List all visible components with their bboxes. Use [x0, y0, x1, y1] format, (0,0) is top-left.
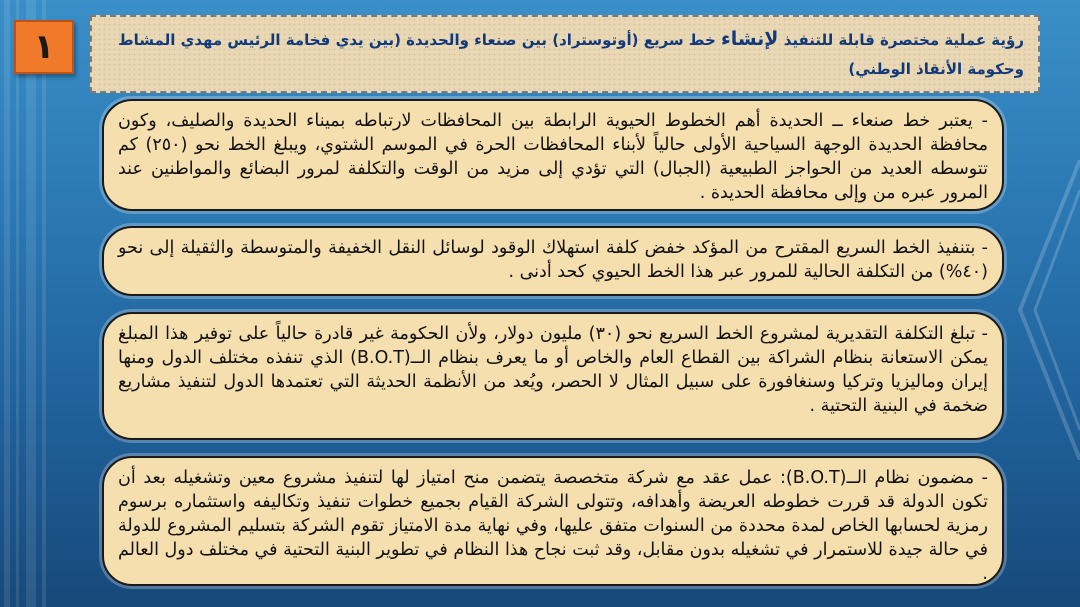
decorative-stripes [0, 0, 60, 607]
slide-title [90, 15, 1040, 93]
title-part-1: رؤية عملية مختصرة قابلة للتنفيذ [783, 31, 1024, 49]
decorative-chevron [1010, 160, 1080, 460]
paragraph-fuel-savings: - بتنفيذ الخط السريع المقترح من المؤكد خفض كلفة استهلاك الوقود لوسائل النقل الخفيفة والمتوسطة والثقيلة إلى نحو (٤٠%) من التكلفة الحالية للمرور عبر هذا الخط الحيوي كحد أدنى . [102, 226, 1004, 296]
title-part-3: خط سريع (أوتوستراد) بين صنعاء والحديدة (بين يدي فخامة الرئيس مهدي المشاط وحكومة الأنقاذ الوطني) [118, 31, 1024, 78]
paragraph-bot-system: - مضمون نظام الــ(B.O.T): عمل عقد مع شركة متخصصة يتضمن منح امتياز لها لتنفيذ مشروع معين وتشغيله بعد أن تكون الدولة قد قررت خطوطه العريضة وأهدافه، وتتولى الشركة القيام بجميع خطوات تنفيذ وتكاليفه واستثماره برسوم رمزية لحسابها الخاص لمدة محددة من السنوات متفق عليها، وفي نهاية مدة الامتياز تقوم الشركة بتسليم المشروع للدولة في حالة جيدة للاستمرار في تشغيله بدون مقابل، وقد ثبت نجاح هذا النظام في تطوير البنية التحتية في مختلف دول العالم . [102, 456, 1004, 586]
paragraph-cost-estimate: - تبلغ التكلفة التقديرية لمشروع الخط السريع نحو (٣٠) مليون دولار، ولأن الحكومة غير قادرة حالياً على توفير هذا المبلغ يمكن الاستعانة بنظام الشراكة بين القطاع العام والخاص أو ما يعرف بنظام الــ(B.O.T) الذي تنفذه مختلف الدول ومنها إيران وماليزيا وتركيا وسنغافورة على سبيل المثال لا الحصر، ويُعد من الأنظمة الحديثة التي تعتمدها الدول لتنفيذ مشاريع ضخمة في البنية التحتية . [102, 312, 1004, 440]
slide-number-badge: ١ [14, 20, 74, 74]
paragraph-road-importance: - يعتبر خط صنعاء ــ الحديدة أهم الخطوط الحيوية الرابطة بين المحافظات لارتباطه بميناء الحديدة والصليف، وكون محافظة الحديدة الوجهة السياحية الأولى حالياً لأبناء المحافظات الحرة في الموسم الشتوي، ويبلغ الخط نحو (٢٥٠) كم تتوسطه العديد من الحواجز الطبيعية (الجبال) التي تؤدي إلى مزيد من الوقت والتكلفة لمرور البضائع والمواطنين عند المرور عبره من وإلى محافظة الحديدة . [102, 99, 1004, 211]
title-emphasis: لإنشاء [720, 28, 779, 50]
